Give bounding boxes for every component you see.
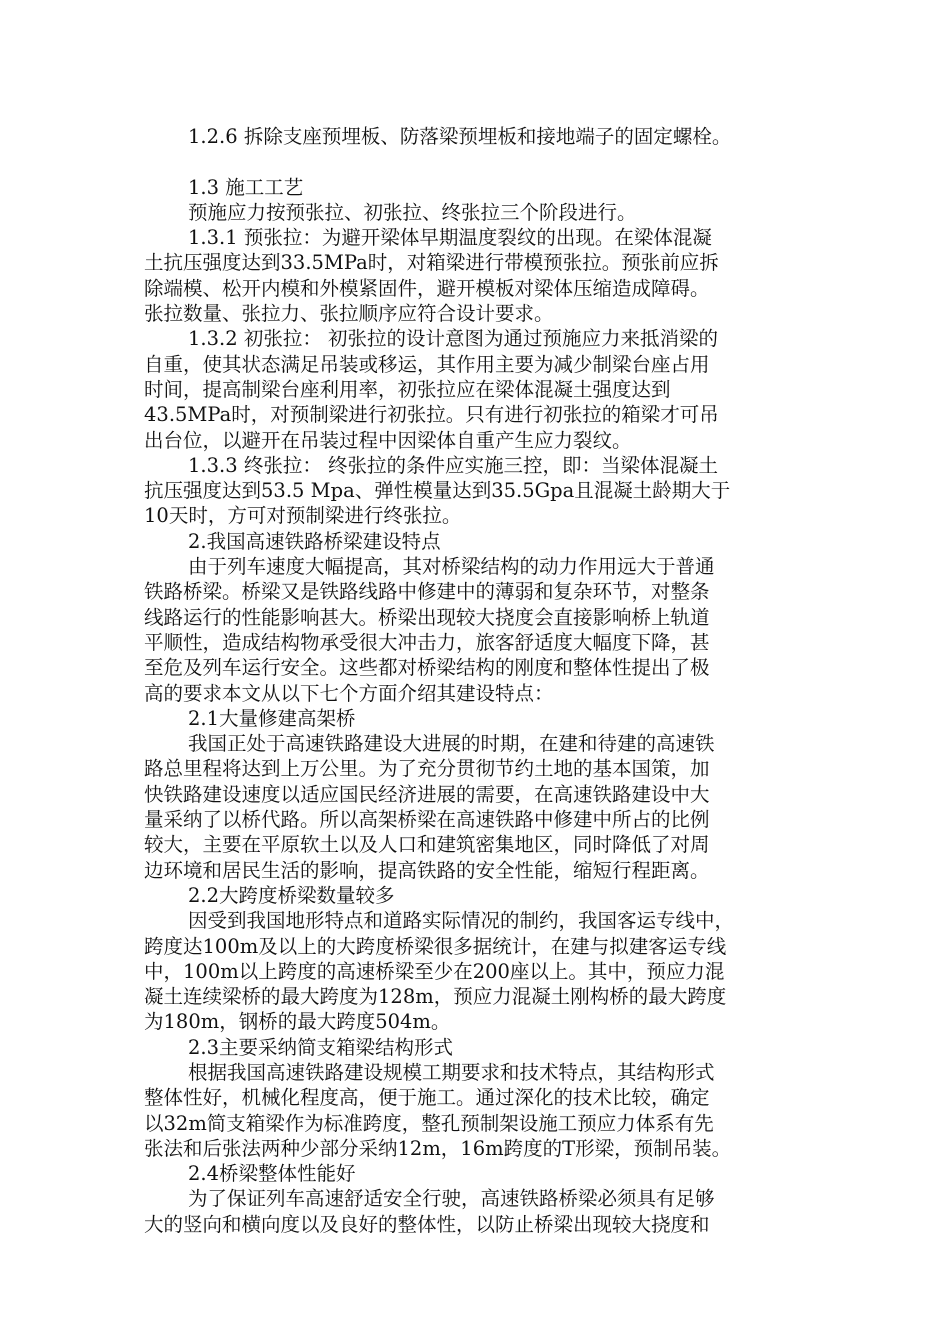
text-line: 跨度达100m及以上的大跨度桥梁很多据统计，在建与拟建客运专线 [144, 934, 727, 958]
section-heading: 2.3主要采纳简支箱梁结构形式 [188, 1035, 454, 1059]
text-line: 快铁路建设速度以适应国民经济进展的需要，在高速铁路建设中大 [144, 782, 710, 806]
section-heading: 1.3 施工工艺 [188, 175, 304, 199]
text-line: 根据我国高速铁路建设规模工期要求和技术特点，其结构形式 [188, 1060, 715, 1084]
text-line: 以32m简支箱梁作为标准跨度，整孔预制架设施工预应力体系有先 [144, 1111, 714, 1135]
text-line: 1.3.2 初张拉： 初张拉的设计意图为通过预施应力来抵消梁的 [188, 327, 719, 351]
text-line: 至危及列车运行安全。这些都对桥梁结构的刚度和整体性提出了极 [144, 656, 710, 680]
text-line: 边环境和居民生活的影响，提高铁路的安全性能，缩短行程距离。 [144, 858, 710, 882]
text-line: 43.5MPa时，对预制梁进行初张拉。只有进行初张拉的箱梁才可吊 [144, 403, 719, 427]
text-line: 平顺性，造成结构物承受很大冲击力，旅客舒适度大幅度下降，甚 [144, 630, 710, 654]
text-line: 凝土连续梁桥的最大跨度为128m，预应力混凝土刚构桥的最大跨度 [144, 985, 727, 1009]
document-page [144, 124, 812, 1237]
text-line: 出台位，以避开在吊装过程中因梁体自重产生应力裂纹。 [144, 428, 632, 452]
text-line: 大的竖向和横向度以及良好的整体性，以防止桥梁出现较大挠度和 [144, 1212, 710, 1236]
text-line: 路总里程将达到上万公里。为了充分贯彻节约土地的基本国策，加 [144, 757, 710, 781]
text-line: 由于列车速度大幅提高，其对桥梁结构的动力作用远大于普通 [188, 555, 715, 579]
section-heading: 2.1大量修建高架桥 [188, 706, 356, 730]
text-line: 1.3.3 终张拉： 终张拉的条件应实施三控，即：当梁体混凝土 [188, 453, 719, 477]
text-line: 较大，主要在平原软土以及人口和建筑密集地区，同时降低了对周 [144, 833, 710, 857]
text-line: 高的要求本文从以下七个方面介绍其建设特点： [144, 681, 554, 705]
text-line: 中，100m以上跨度的高速桥梁至少在200座以上。其中，预应力混 [144, 959, 725, 983]
text-line: 10天时，方可对预制梁进行终张拉。 [144, 504, 462, 528]
section-heading: 2.4桥梁整体性能好 [188, 1162, 356, 1186]
text-line: 除端模、松开内模和外模紧固件，避开模板对梁体压缩造成障碍。 [144, 276, 710, 300]
blank-line [144, 149, 812, 174]
section-heading: 2.我国高速铁路桥梁建设特点 [188, 529, 441, 553]
text-line: 土抗压强度达到33.5MPa时，对箱梁进行带模预张拉。预张前应拆 [144, 251, 719, 275]
text-line: 量采纳了以桥代路。所以高架桥梁在高速铁路中修建中所占的比例 [144, 808, 710, 832]
text-line: 1.3.1 预张拉：为避开梁体早期温度裂纹的出现。在梁体混凝 [188, 226, 712, 250]
text-line: 张法和后张法两种少部分采纳12m，16m跨度的T形梁，预制吊装。 [144, 1136, 732, 1160]
text-line: 为了保证列车高速舒适安全行驶，高速铁路桥梁必须具有足够 [188, 1187, 715, 1211]
text-line: 张拉数量、张拉力、张拉顺序应符合设计要求。 [144, 302, 554, 326]
text-line: 时间，提高制梁台座利用率，初张拉应在梁体混凝土强度达到 [144, 377, 671, 401]
text-line: 抗压强度达到53.5 Mpa、弹性模量达到35.5Gpa且混凝土龄期大于 [144, 479, 731, 503]
text-line: 自重，使其状态满足吊装或移运，其作用主要为减少制梁台座占用 [144, 352, 710, 376]
text-line: 我国正处于高速铁路建设大进展的时期，在建和待建的高速铁 [188, 732, 715, 756]
text-line: 因受到我国地形特点和道路实际情况的制约，我国客运专线中， [188, 909, 735, 933]
text-line: 整体性好，机械化程度高，便于施工。通过深化的技术比较，确定 [144, 1086, 710, 1110]
text-line: 预施应力按预张拉、初张拉、终张拉三个阶段进行。 [188, 200, 637, 224]
text-line: 铁路桥梁。桥梁又是铁路线路中修建中的薄弱和复杂环节，对整条 [144, 580, 710, 604]
text-line: 线路运行的性能影响甚大。桥梁出现较大挠度会直接影响桥上轨道 [144, 605, 710, 629]
text-line: 为180m，钢桥的最大跨度504m。 [144, 1010, 451, 1034]
section-heading: 2.2大跨度桥梁数量较多 [188, 883, 395, 907]
text-line: 1.2.6 拆除支座预埋板、防落梁预埋板和接地端子的固定螺栓。 [188, 125, 732, 148]
